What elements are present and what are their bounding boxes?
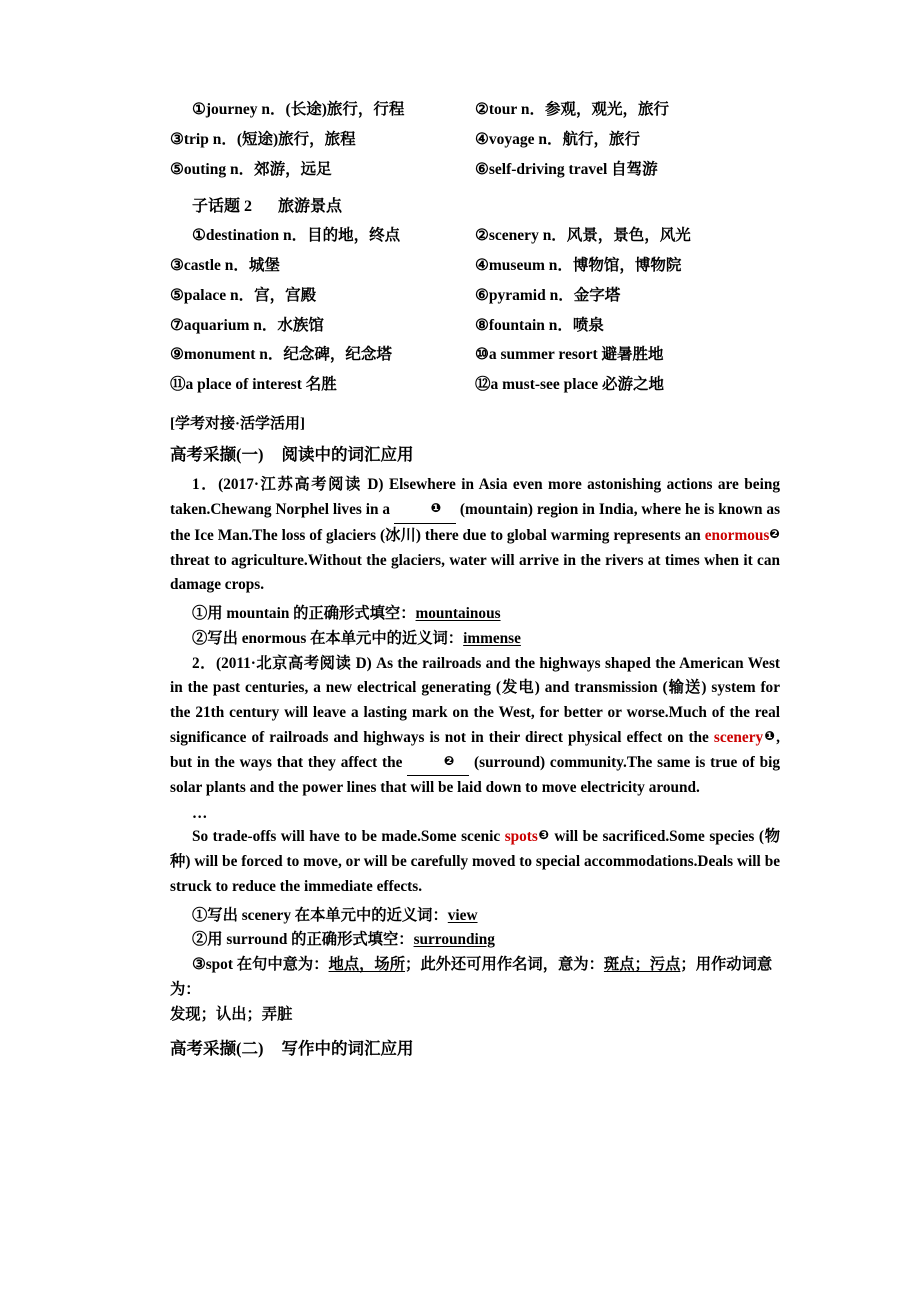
item1-source: (2017·江苏高考阅读 D): [218, 476, 384, 494]
item2-ellipsis: …: [192, 805, 209, 823]
vocab-item: ③trip n．(短途)旅行，旅程: [170, 130, 356, 148]
item2-text-a: As the railroads and the highways shaped the American West in the past centuries, a new electrical generating (发电) and transmission (输送) system for the 21th century will leave a lasting mark on the West, for better or worse.Much of the real significance of railroads and highways is not in their direct physical effect on the: [170, 654, 780, 746]
item1-answer-1: [170, 602, 780, 627]
vocab-row: [170, 256, 780, 277]
vocab-item: ①destination n．目的地，终点: [192, 226, 401, 244]
section-two-subtitle: 写作中的词汇应用: [281, 1039, 414, 1059]
vocab-item: ②scenery n．风景，景色，风光: [475, 226, 691, 244]
subtopic-title: 旅游景点: [278, 197, 343, 215]
item1-blank-1[interactable]: ❶: [394, 498, 456, 524]
vocab-item: ⑨monument n．纪念碑，纪念塔: [170, 346, 392, 364]
section-two-title: 高考采撷(二): [170, 1039, 264, 1059]
vocab-item: ②tour n．参观，观光，旅行: [475, 101, 670, 118]
vocab-item: ⑤palace n．宫，宫殿: [170, 286, 317, 304]
item2-answer-3-cont: [170, 1003, 780, 1028]
item1-answer-2-prompt: ②写出 enormous 在本单元中的近义词：: [192, 629, 464, 647]
vocab-item: ⑦aquarium n．水族馆: [170, 316, 324, 334]
item2-highlight-scenery: scenery: [713, 728, 764, 746]
item1-answer-1-value: mountainous: [415, 605, 501, 623]
section-heading-two: [170, 1035, 780, 1059]
vocab-row: [170, 160, 780, 181]
vocab-row: [170, 316, 780, 337]
vocab-row: [170, 286, 780, 307]
vocab-row: [170, 345, 780, 366]
item2-text-c: (surround) community.The same is true of big solar plants and the power lines that will be laid down to move electricity around.: [170, 753, 780, 797]
vocab-row: [170, 130, 780, 151]
vocab-item: ⑫a must-see place 必游之地: [475, 376, 664, 394]
vocab-item: ⑤outing n．郊游，远足: [170, 160, 332, 178]
subtopic-heading: [170, 193, 780, 216]
item2-answer-3-mid1: ；此外还可用作名词，意为：: [405, 956, 604, 974]
item1-number: 1．: [192, 476, 219, 494]
vocab-item: ④museum n．博物馆，博物院: [475, 256, 682, 274]
item2-answer-3: [170, 953, 780, 1003]
item2-continued: [170, 825, 780, 899]
item1-text-b: (mountain) region in India, where he is known as the Ice Man.The loss of glaciers (冰川) there due to global warming represents an: [170, 501, 781, 544]
item2-answer-1-prompt: ①写出 scenery 在本单元中的近义词：: [192, 906, 448, 924]
vocab-item: ⑧fountain n．喷泉: [475, 316, 604, 334]
vocab-list-travel: [170, 100, 780, 181]
item1-answer-1-prompt: ①用 mountain 的正确形式填空：: [192, 605, 416, 623]
vocab-row: [170, 100, 780, 121]
item2-text-e: will be sacrificed.Some species (物种) will be forced to move, or will be carefully moved to special accommodations.Deals will be struck to reduce the immediate effects.: [170, 828, 780, 895]
item2-answer-3-b: 斑点；污点: [603, 956, 681, 974]
vocab-list-attractions: [170, 226, 780, 397]
item2-source: (2011·北京高考阅读 D): [215, 654, 372, 672]
item2-number: 2．: [192, 654, 216, 672]
item2-answer-2: [170, 928, 780, 953]
item1-answer-2: [170, 627, 780, 652]
item1-marker-2: ❷: [769, 525, 780, 541]
vocab-item: ⑪a place of interest 名胜: [170, 376, 337, 394]
item2-answer-3-a: 地点，场所: [328, 956, 406, 974]
item2-marker-1: ❶: [763, 727, 777, 743]
vocab-row: [170, 226, 780, 247]
item2-text-b: , but in the ways that they affect the: [170, 728, 780, 771]
vocab-item: ①journey n．(长途)旅行，行程: [192, 101, 405, 118]
section-heading-one: [170, 441, 780, 465]
section-one-subtitle: 阅读中的词汇应用: [281, 445, 414, 465]
section-one-title: 高考采撷(一): [170, 445, 264, 465]
item2-marker-3: ❸: [537, 827, 550, 843]
item2-answer-3-prompt: ③spot 在句中意为：: [192, 956, 329, 974]
item2-answer-3-mid2: ；用作动词意为：: [170, 956, 773, 998]
item2-text-d: So trade-offs will have to be made.Some scenic: [192, 828, 505, 846]
vocab-item: ⑩a summer resort 避暑胜地: [475, 346, 664, 364]
item1-text-c: threat to agriculture.Without the glaciers, water will arrive in the rivers at times when it can damage crops.: [170, 551, 780, 594]
item2-answer-1-value: view: [447, 906, 478, 924]
item1-answer-2-value: immense: [463, 629, 521, 647]
item2-answer-2-value: surrounding: [413, 931, 495, 949]
item2-answer-2-prompt: ②用 surround 的正确形式填空：: [192, 931, 414, 949]
vocab-item: ③castle n．城堡: [170, 256, 280, 274]
vocab-item: ⑥self-driving travel 自驾游: [475, 160, 658, 178]
vocab-item: ⑥pyramid n．金字塔: [475, 286, 621, 304]
exercise-item-2: [170, 652, 780, 802]
item2-answer-1: [170, 904, 780, 929]
vocab-row: [170, 375, 780, 396]
item2-highlight-spots: spots: [504, 828, 538, 846]
subtopic-label: 子话题 2: [192, 197, 253, 215]
item1-text-a: Elsewhere in Asia even more astonishing actions are being taken.Chewang Norphel lives in a: [170, 476, 780, 519]
item1-highlight-enormous: enormous: [704, 526, 770, 544]
exercise-item-1: [170, 473, 780, 598]
bracket-heading: [学考对接·活学活用]: [170, 416, 305, 433]
vocab-item: ④voyage n．航行，旅行: [475, 130, 641, 148]
item2-blank-2[interactable]: ❷: [407, 751, 469, 777]
item2-answer-3-c: 发现；认出；弄脏: [170, 1005, 293, 1023]
